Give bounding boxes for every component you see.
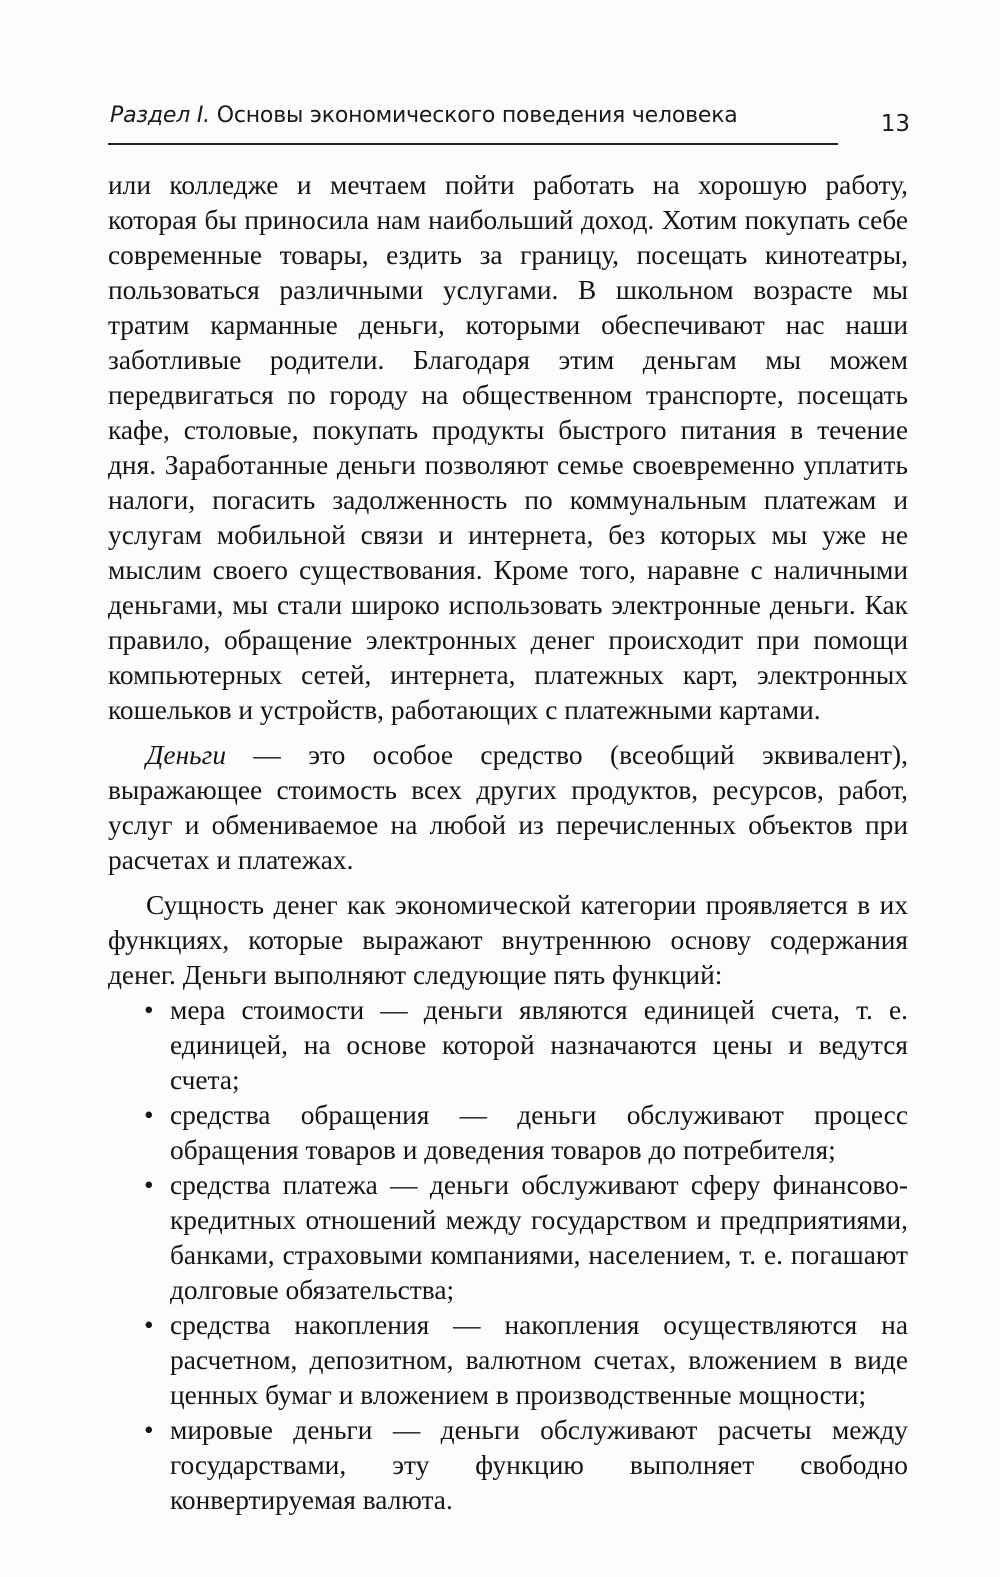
list-item [108, 1168, 908, 1308]
running-header [110, 103, 910, 143]
section-title: Основы экономического поведения человека [216, 103, 738, 128]
paragraph-functions-intro: Сущность денег как экономической категории проявляется в их функциях, которые выражают внутреннюю основу содержания денег. Деньги выполняют следующие пять функций: [108, 890, 908, 990]
bullet-icon: • [144, 1415, 154, 1445]
list-item [108, 1098, 908, 1168]
definition-text: — это особое средство (всеобщий эквивалент), выражающее стоимость всех других продуктов, ресурсов, работ, услуг и обмениваемое на любой из перечисленных объектов при расчетах и платежах. [108, 740, 908, 875]
paragraph-intro: или колледже и мечтаем пойти работать на хорошую работу, которая бы приносила нам наибольший доход. Хотим покупать себе современные товары, ездить за границу, посещать кинотеатры, пользоваться различными услугами. В школьном возрасте мы тратим карманные деньги, которыми обеспечивают нас наши заботливые родители. Благодаря этим деньгам мы можем передвигаться по городу на общественном транспорте, посещать кафе, столовые, покупать продукты быстрого питания в течение дня. Заработанные деньги позволяют семье своевременно уплатить налоги, погасить задолженность по коммунальным платежам и услугам мобильной связи и интернета, без которых мы уже не мыслим своего существования. Кроме того, наравне с наличными деньгами, мы стали широко использовать электронные деньги. Как правило, обращение электронных денег происходит при помощи компьютерных сетей, интернета, платежных карт, электронных кошельков и устройств, работающих с платежными картами. [108, 170, 908, 725]
header-rule [108, 143, 838, 145]
section-heading [110, 103, 738, 128]
paragraph-definition [108, 738, 908, 878]
list-item-text: мировые деньги — деньги обслуживают расчеты между государствами, эту функцию выполняет свободно конвертируемая валюта. [170, 1415, 908, 1515]
list-item [108, 993, 908, 1098]
functions-list [108, 993, 908, 1518]
bullet-icon: • [144, 995, 154, 1025]
list-item [108, 1413, 908, 1518]
list-item [108, 1308, 908, 1413]
definition-term: Деньги [146, 740, 227, 770]
list-item-text: средства накопления — накопления осуществляются на расчетном, депозитном, валютном счетах, вложением в виде ценных бумаг и вложением в производственные мощности; [170, 1310, 908, 1410]
bullet-icon: • [144, 1310, 154, 1340]
bullet-icon: • [144, 1170, 154, 1200]
bullet-icon: • [144, 1100, 154, 1130]
section-prefix: Раздел I. [110, 103, 210, 128]
body-text [108, 168, 908, 1518]
page-number: 13 [880, 111, 910, 137]
list-item-text: мера стоимости — деньги являются единицей счета, т. е. единицей, на основе которой назначаются цены и ведутся счета; [170, 995, 908, 1095]
list-item-text: средства платежа — деньги обслуживают сферу финансово-кредитных отношений между государством и предприятиями, банками, страховыми компаниями, населением, т. е. погашают долговые обязательства; [170, 1170, 908, 1305]
list-item-text: средства обращения — деньги обслуживают процесс обращения товаров и доведения товаров до потребителя; [170, 1100, 908, 1165]
